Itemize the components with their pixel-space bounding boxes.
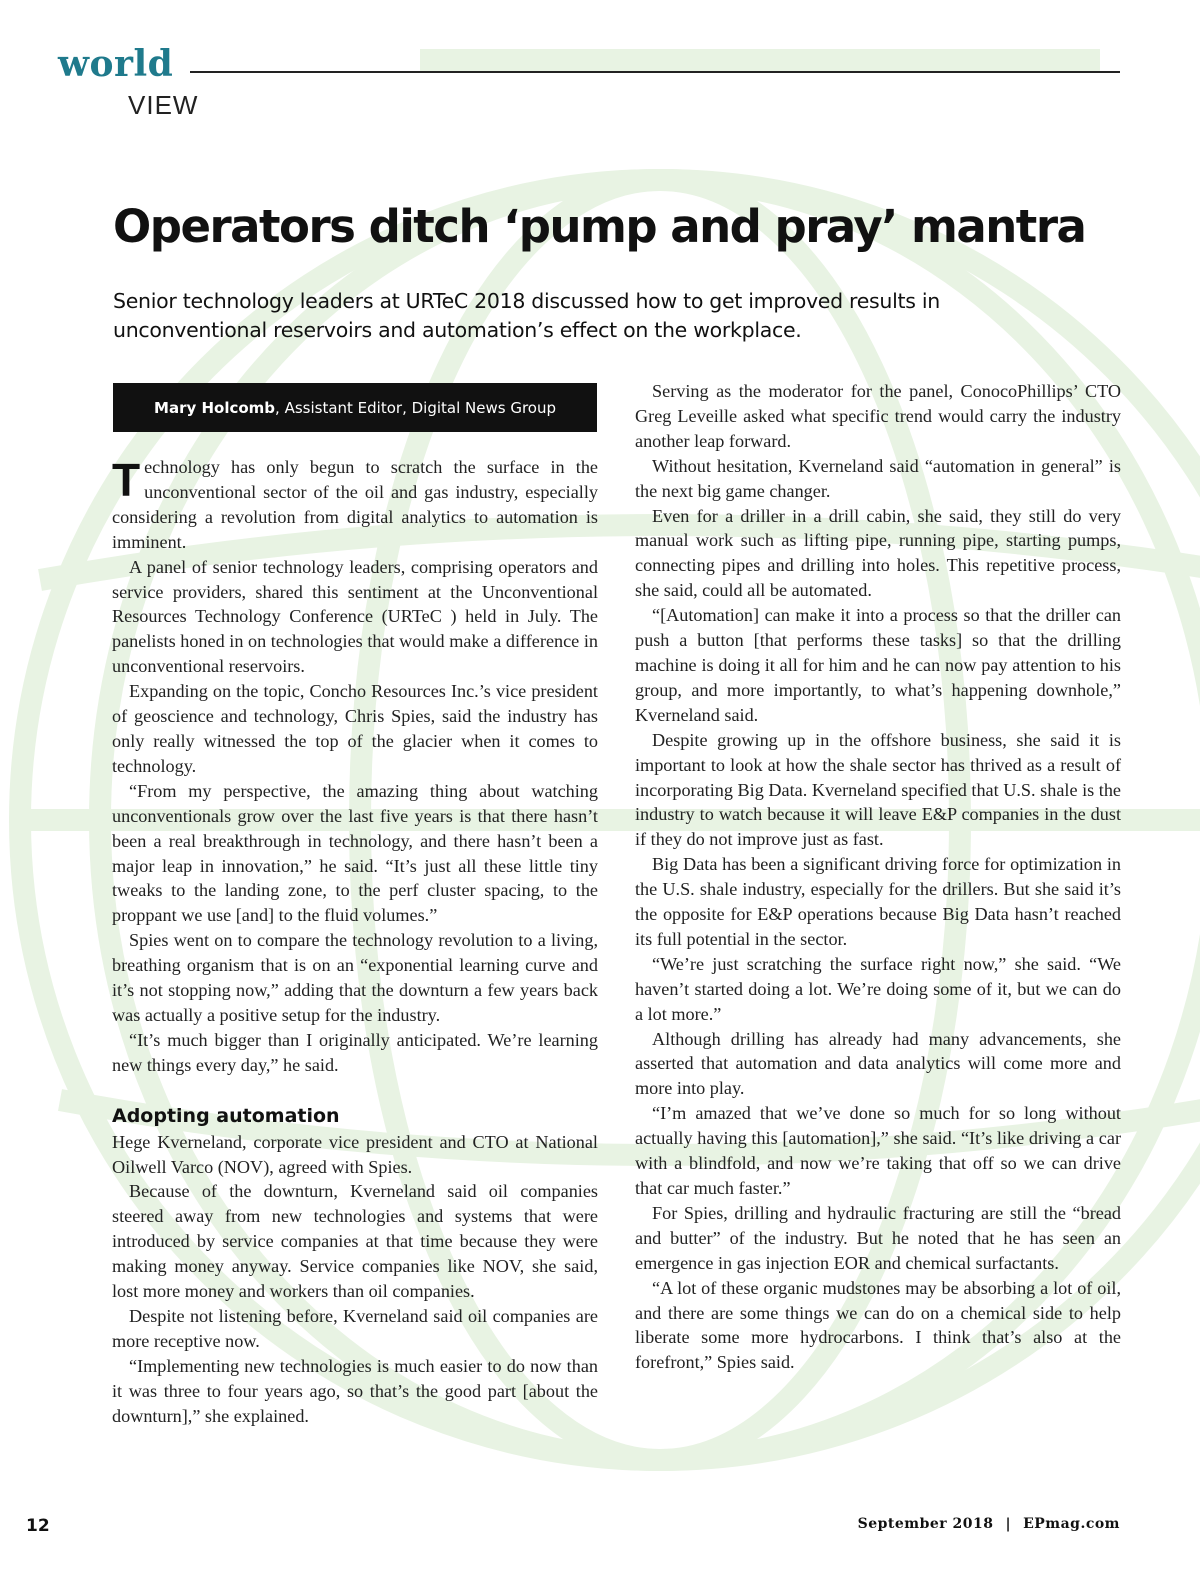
issue-date: September 2018 [857, 1516, 994, 1532]
author-name: Mary Holcomb [154, 398, 276, 417]
author-title: , Assistant Editor, Digital News Group [275, 398, 556, 417]
page-number: 12 [26, 1516, 50, 1536]
body-paragraph: “We’re just scratching the surface right now,” she said. “We haven’t started doing a lot. We’re doing some of it, but we can do a lot more.” [635, 953, 1121, 1024]
body-paragraph: “[Automation] can make it into a process so that the driller can push a button [that performs these tasks] so that the drilling machine is doing it all for him and he can now pay attention to his group, and more importantly, to what’s happening downhole,” Kverneland said. [635, 605, 1121, 725]
article-deck: Senior technology leaders at URTeC 2018 discussed how to get improved results in unconventional reservoirs and automation’s effect on the workplace. [113, 289, 940, 342]
body-paragraph: “From my perspective, the amazing thing about watching unconventionals grow over the last five years is that there hasn’t been a real breakthrough in technology, and there hasn’t been a major leap in innovation,” he said. “It’s just all these little tiny tweaks to the landing zone, to the perf cluster spacing, to the proppant we use [and] to the fluid volumes.” [112, 780, 598, 926]
body-paragraph: “A lot of these organic mudstones may be absorbing a lot of oil, and there are some things we can do on a chemical side to help liberate some more hydrocarbons. I think that’s also at the forefront,” Spies said. [635, 1277, 1121, 1373]
article-headline: Operators ditch ‘pump and pray’ mantra [113, 200, 1086, 253]
body-paragraph: “It’s much bigger than I originally anticipated. We’re learning new things every day,” he said. [112, 1029, 598, 1075]
body-paragraph: Spies went on to compare the technology revolution to a living, breathing organism that is on an “exponential learning curve and it’s not stopping now,” adding that the downturn a few years back was actually a positive setup for the industry. [112, 930, 598, 1025]
byline [113, 383, 597, 432]
section-sublabel: VIEW [128, 90, 199, 120]
footer-credit [858, 1516, 1120, 1532]
section-label: world [58, 43, 174, 85]
footer-separator: | [1005, 1516, 1012, 1532]
section-rule [190, 71, 1120, 73]
body-paragraph: Without hesitation, Kverneland said “automation in general” is the next big game changer. [635, 455, 1121, 501]
left-column [112, 455, 598, 1429]
site-link[interactable]: EPmag.com [1023, 1516, 1120, 1532]
body-paragraph: “Implementing new technologies is much easier to do now than it was three to four years ago, so that’s the good part [about the downturn],” she explained. [112, 1355, 598, 1426]
lead-paragraph: Technology has only begun to scratch the surface in the unconventional sector of the oil and gas industry, especially considering a revolution from digital analytics to automation is imminent. [112, 454, 598, 552]
drop-cap: T [112, 454, 141, 506]
body-paragraph: Although drilling has already had many advancements, she asserted that automation and data analytics will come more and more into play. [635, 1028, 1121, 1099]
body-paragraph: “I’m amazed that we’ve done so much for so long without actually having this [automation],” she said. “It’s like driving a car with a blindfold, and now we’re taking that off so we can drive that car much faster.” [635, 1103, 1121, 1198]
right-column [635, 379, 1121, 1375]
body-paragraph: Serving as the moderator for the panel, ConocoPhillips’ CTO Greg Leveille asked what specific trend would carry the industry another leap forward. [635, 381, 1121, 451]
section-subhead: Adopting automation [112, 1104, 340, 1127]
body-paragraph: Because of the downturn, Kverneland said oil companies steered away from new technologies and systems that were introduced by service companies at that time because they were making money anyway. Service companies like NOV, she said, lost more money and workers than oil companies. [112, 1181, 598, 1302]
body-paragraph: Despite not listening before, Kverneland said oil companies are more receptive now. [112, 1306, 598, 1351]
body-paragraph: Big Data has been a significant driving force for optimization in the U.S. shale industry, especially for the drillers. But she said it’s the opposite for E&P operations because Big Data hasn’t reached its full potential in the sector. [635, 854, 1121, 949]
body-paragraph: Despite growing up in the offshore business, she said it is important to look at how the shale sector has thrived as a result of incorporating Big Data. Kverneland specified that U.S. shale is the industry to watch because it will leave E&P companies in the dust if they do not improve just as fast. [635, 729, 1121, 850]
body-paragraph: Even for a driller in a drill cabin, she said, they still do very manual work such as lifting pipe, running pipe, starting pumps, connecting pipes and drilling into holes. This repetitive process, she said, could all be automated. [635, 505, 1121, 601]
body-paragraph: Expanding on the topic, Concho Resources Inc.’s vice president of geoscience and technology, Chris Spies, said the industry has only really witnessed the top of the glacier when it comes to technology. [112, 681, 598, 776]
body-paragraph: A panel of senior technology leaders, comprising operators and service providers, shared this sentiment at the Unconventional Resources Technology Conference (URTeC ) held in July. The panelists honed in on technologies that would make a difference in unconventional reservoirs. [112, 556, 598, 677]
body-paragraph: For Spies, drilling and hydraulic fracturing are still the “bread and butter” of the industry. But he noted that he has seen an emergence in gas injection EOR and chemical surfactants. [635, 1202, 1121, 1273]
body-paragraph: Hege Kverneland, corporate vice president and CTO at National Oilwell Varco (NOV), agreed with Spies. [112, 1131, 598, 1177]
